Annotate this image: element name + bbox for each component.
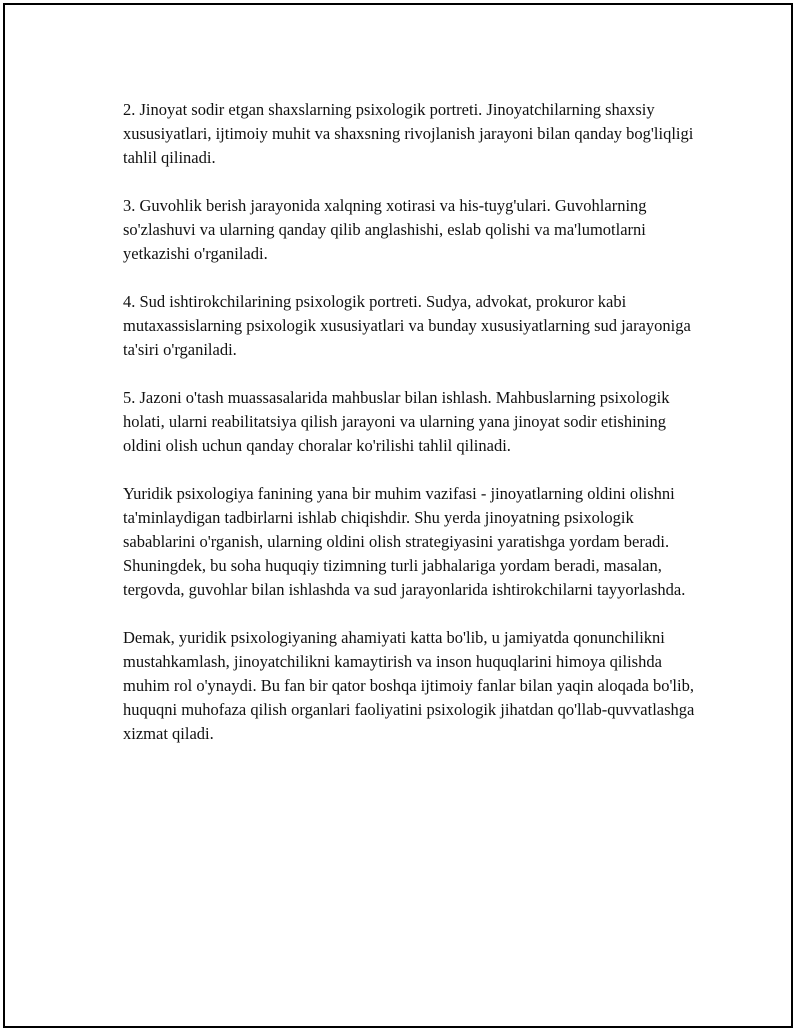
- paragraph-item-3: 3. Guvohlik berish jarayonida xalqning xotirasi va his-tuyg'ulari. Guvohlarning so'zlashuvi va ularning qanday qilib anglashishi, eslab qolishi va ma'lumotlarni yetkazishi o'rganiladi.: [123, 196, 647, 263]
- paragraph-crime-prevention: Yuridik psixologiya fanining yana bir muhim vazifasi - jinoyatlarning oldini olishni ta'minlaydigan tadbirlarni ishlab chiqishdir. Shu yerda jinoyatning psixologik sabablarini o'rganish, ularning oldini olish strategiyasini yaratishga yordam beradi. Shuningdek, bu soha huquqiy tizimning turli jabhalariga yordam beradi, masalan, tergovda, guvohlar bilan ishlashda va sud jarayonlarida ishtirokchilarni tayyorlashda.: [123, 484, 686, 599]
- paragraph-item-5: 5. Jazoni o'tash muassasalarida mahbuslar bilan ishlash. Mahbuslarning psixologik holati, ularni reabilitatsiya qilish jarayoni va ularning yana jinoyat sodir etishining oldini olish uchun qanday choralar ko'rilishi tahlil qilinadi.: [123, 388, 670, 455]
- document-body: [123, 98, 695, 770]
- page-frame: [3, 3, 793, 1028]
- paragraph-conclusion: Demak, yuridik psixologiyaning ahamiyati katta bo'lib, u jamiyatda qonunchilikni mustahkamlash, jinoyatchilikni kamaytirish va inson huquqlarini himoya qilishda muhim rol o'ynaydi. Bu fan bir qator boshqa ijtimoiy fanlar bilan yaqin aloqada bo'lib, huquqni muhofaza qilish organlari faoliyatini psixologik jihatdan qo'llab-quvvatlashga xizmat qiladi.: [123, 628, 695, 743]
- paragraph-item-4: 4. Sud ishtirokchilarining psixologik portreti. Sudya, advokat, prokuror kabi mutaxassislarning psixologik xususiyatlari va bunday xususiyatlarning sud jarayoniga ta'siri o'rganiladi.: [123, 292, 691, 359]
- paragraph-item-2: 2. Jinoyat sodir etgan shaxslarning psixologik portreti. Jinoyatchilarning shaxsiy xususiyatlari, ijtimoiy muhit va shaxsning rivojlanish jarayoni bilan qanday bog'liqligi tahlil qilinadi.: [123, 100, 694, 167]
